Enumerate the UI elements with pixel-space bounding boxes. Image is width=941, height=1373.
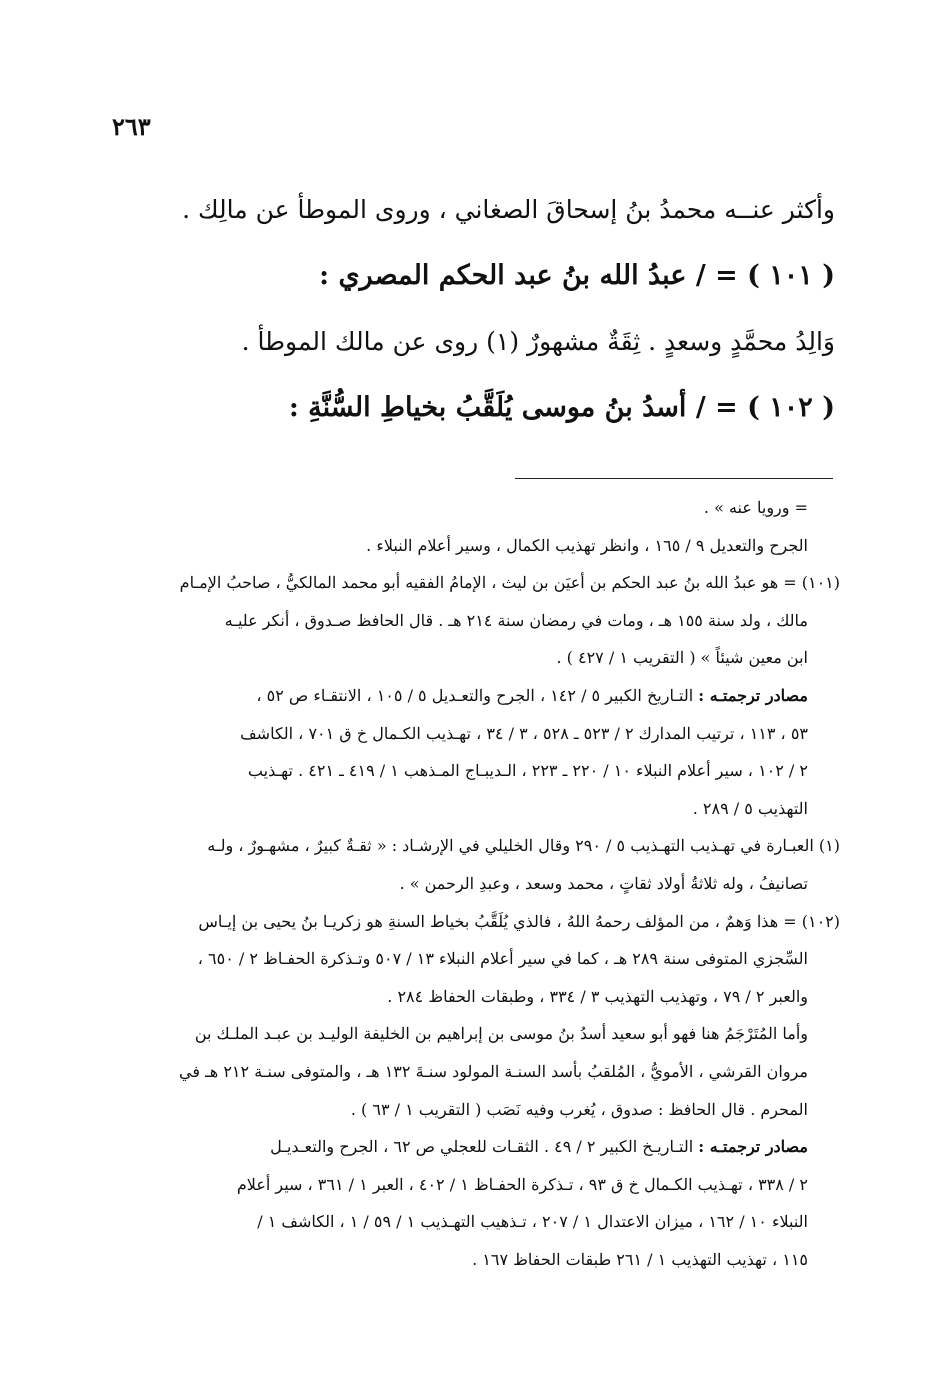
footnote-continuation bbox=[100, 492, 840, 567]
footnote-line: = ورويا عنه » . bbox=[703, 498, 808, 517]
footnote-line: ابن معين شيئاً » ( التقريب ١ / ٤٢٧ ) . bbox=[556, 648, 808, 668]
footnote-line: ٢ / ٣٣٨ ، تهـذيب الكـمال خ ق ٩٣ ، تـذكرة الحفـاظ ١ / ٤٠٢ ، العبر ١ / ٣٦١ ، سير أعلام bbox=[236, 1174, 808, 1194]
footnote-line: مروان القرشي ، الأمويُّ ، المُلقبُ بأسد السنـة المولود سنـةَ ١٣٢ هـ ، والمتوفى سنـة ٢١٢ هـ في bbox=[179, 1061, 808, 1081]
sources-label: مصادر ترجمتـه : bbox=[698, 685, 808, 705]
main-text-line: وَالِدُ محمَّدٍ وسعدٍ . ثِقَةٌ مشهورٌ (١) روى عن مالك الموطأ . bbox=[241, 327, 835, 356]
footnote-line: الجرح والتعديل ٩ / ١٦٥ ، وانظر تهذيب الكمال ، وسير أعلام النبلاء . bbox=[366, 535, 808, 555]
footnote-line: (١٠٢) = هذا وَهمٌ ، من المؤلف رحمهُ اللهُ ، فالذي يُلَقَّبُ بخياط السنةِ هو زكريـا بنُ يحيى بن إيـاس bbox=[198, 911, 840, 931]
footnote-line: النبلاء ١٠ / ١٦٢ ، ميزان الاعتدال ١ / ٢٠٧ ، تـذهيب التهـذيب ١ / ٥٩ / ١ ، الكاشف ١ / bbox=[257, 1212, 808, 1232]
footnote-line: (١) العبـارة في تهـذيب التهـذيب ٥ / ٢٩٠ وقال الخليلي في الإرشـاد : « ثقـةٌ كبيرٌ ، مشهـورٌ ، ولـه bbox=[207, 836, 840, 856]
footnote-101 bbox=[100, 567, 840, 830]
footnote-line: مالك ، ولد سنة ١٥٥ هـ ، ومات في رمضان سنة ٢١٤ هـ . قال الحافظ صـدوق ، أنكر عليـه bbox=[224, 610, 808, 630]
main-text-line: وأكثر عنــه محمدُ بنُ إسحاقَ الصغاني ، وروى الموطأ عن مالِك . bbox=[182, 195, 835, 224]
sources-text: التـاريـخ الكبير ٢ / ٤٩ . الثقـات للعجلي ص ٦٢ ، الجرح والتعـديـل bbox=[270, 1137, 699, 1157]
sources-label: مصادر ترجمتـه : bbox=[698, 1137, 808, 1157]
footnote-divider bbox=[515, 478, 833, 479]
footnote-sources-line bbox=[100, 680, 840, 718]
footnote-line: تصانيفُ ، وله ثلاثةُ أولاد ثقاتٍ ، محمد وسعد ، وعبدِ الرحمن » . bbox=[399, 873, 808, 893]
footnote-102 bbox=[100, 906, 840, 1282]
main-text bbox=[100, 185, 835, 449]
sources-text: التـاريخ الكبير ٥ / ١٤٢ ، الجرح والتعـديل ٥ / ١٠٥ ، الانتقـاء ص ٥٢ ، bbox=[256, 685, 699, 705]
entry-heading-101: ( ١٠١ ) = / عبدُ الله بنُ عبد الحكم المصري : bbox=[319, 260, 835, 291]
footnote-line: المحرم . قال الحافظ : صدوق ، يُغرب وفيه نَصَب ( التقريب ١ / ٦٣ ) . bbox=[350, 1099, 808, 1119]
entry-heading-102: ( ١٠٢ ) = / أسدُ بنُ موسى يُلَقَّبُ بخياطِ السُّنَّةِ : bbox=[288, 392, 835, 423]
footnote-line: ٢ / ١٠٢ ، سير أعلام النبلاء ١٠ / ٢٢٠ ـ ٢٢٣ ، الـديبـاج المـذهب ١ / ٤١٩ ـ ٤٢١ . تهـذيب bbox=[247, 761, 808, 781]
footnote-line: والعبر ٢ / ٧٩ ، وتهذيب التهذيب ٣ / ٣٣٤ ، وطبقات الحفاظ ٢٨٤ . bbox=[387, 986, 808, 1006]
footnote-sources-line bbox=[100, 1131, 840, 1169]
footnote-line: ٥٣ ، ١١٣ ، ترتيب المدارك ٢ / ٥٢٣ ـ ٥٢٨ ، ٣ / ٣٤ ، تهـذيب الكـمال خ ق ٧٠١ ، الكاشف bbox=[240, 723, 808, 743]
footnote-line: ١١٥ ، تهذيب التهذيب ١ / ٢٦١ طبقات الحفاظ ١٦٧ . bbox=[472, 1249, 808, 1269]
footnote-line: التهذيب ٥ / ٢٨٩ . bbox=[692, 798, 808, 818]
page-number: ٢٦٣ bbox=[112, 112, 151, 141]
footnote-line: السِّجزي المتوفى سنة ٢٨٩ هـ ، كما في سير أعلام النبلاء ١٣ / ٥٠٧ وتـذكرة الحفـاظ ٢ / ٦٥٠ ، bbox=[197, 949, 808, 969]
footnote-1 bbox=[100, 830, 840, 905]
footnote-line: وأما المُتَرْجَمُ هنا فهو أبو سعيد أسدُ بنُ موسى بن إبراهيم بن الخليفة الوليـد بن عبـد الملـك بن bbox=[194, 1024, 808, 1044]
footnote-line: (١٠١) = هو عبدُ الله بنُ عبد الحكم بن أعيَن بن ليث ، الإمامُ الفقيه أبو محمد المالكيُّ ، صاحبُ الإمـام bbox=[179, 573, 840, 593]
footnotes bbox=[100, 492, 840, 1281]
